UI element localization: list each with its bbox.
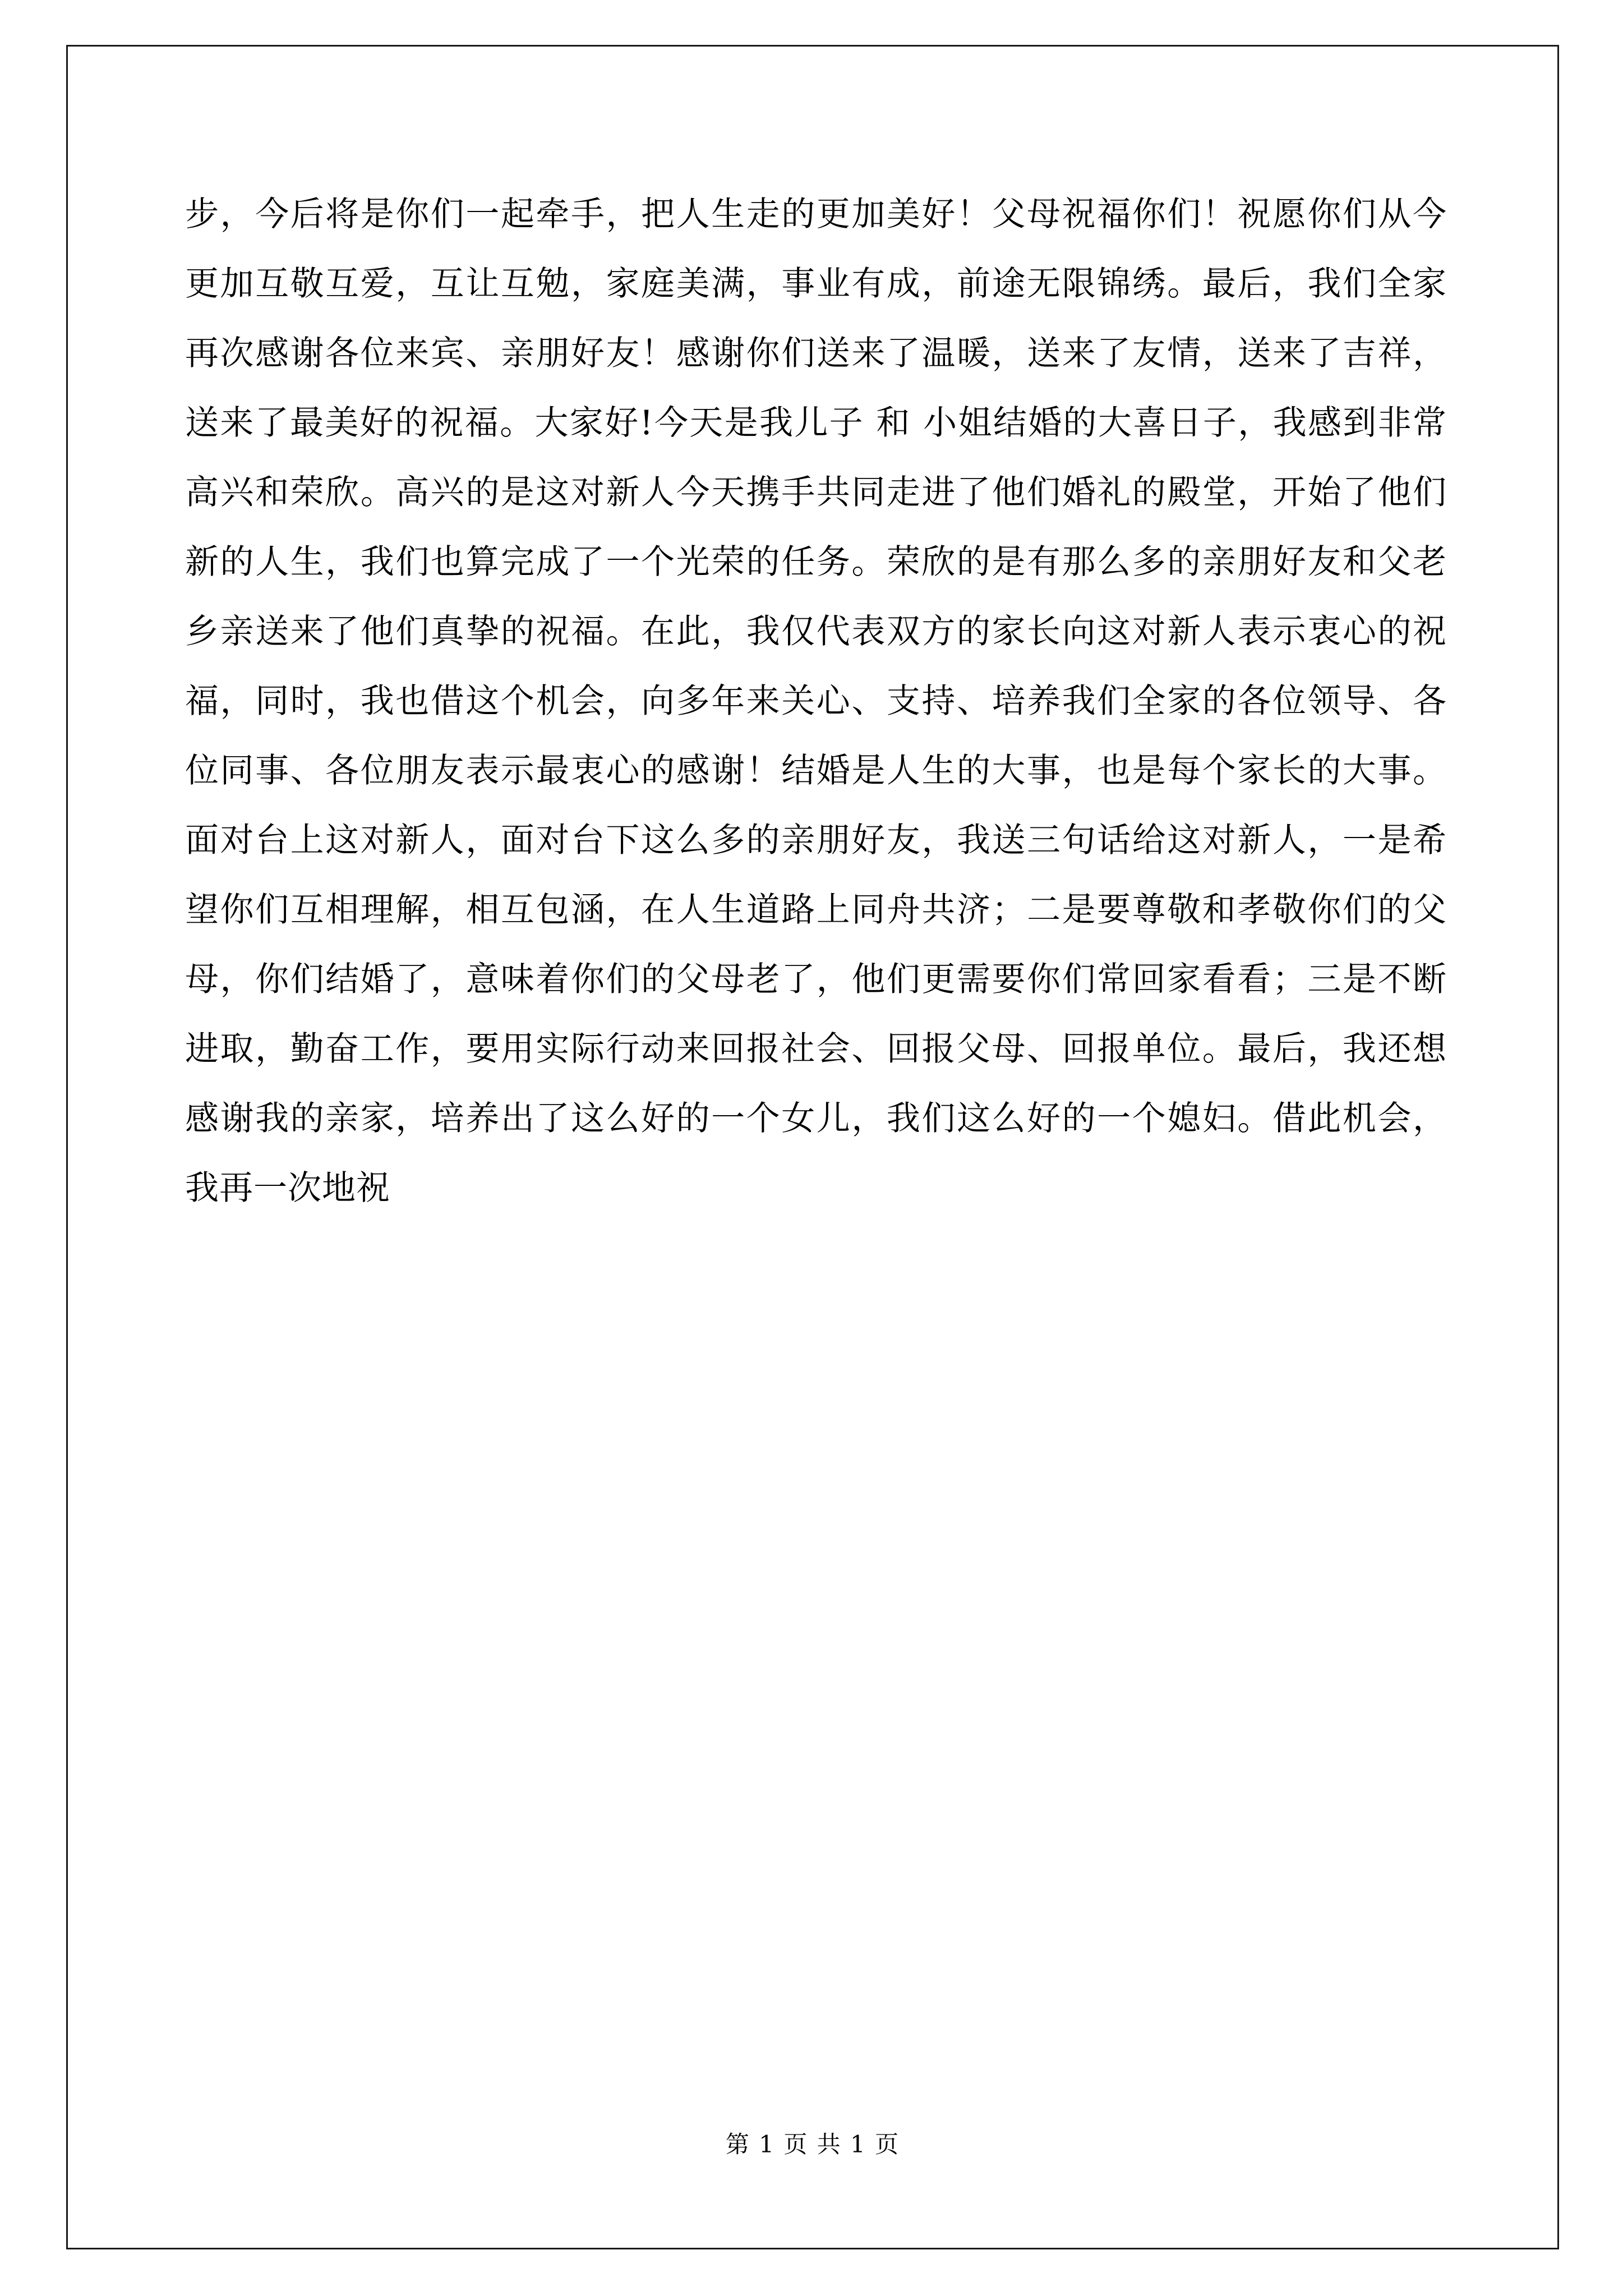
body-paragraph: 步，今后将是你们一起牵手，把人生走的更加美好！父母祝福你们！祝愿你们从今更加互敬互爱，互让互勉，家庭美满，事业有成，前途无限锦绣。最后，我们全家再次感谢各位来宾、亲朋好友！感谢你们送来了温暖，送来了友情，送来了吉祥，送来了最美好的祝福。大家好!今天是我儿子 和 小姐结婚的大喜日子，我感到非常高兴和荣欣。高兴的是这对新人今天携手共同走进了他们婚礼的殿堂，开始了他们新的人生，我们也算完成了一个光荣的任务。荣欣的是有那么多的亲朋好友和父老乡亲送来了他们真挚的祝福。在此，我仅代表双方的家长向这对新人表示衷心的祝福，同时，我也借这个机会，向多年来关心、支持、培养我们全家的各位领导、各位同事、各位朋友表示最衷心的感谢！结婚是人生的大事，也是每个家长的大事。面对台上这对新人，面对台下这么多的亲朋好友，我送三句话给这对新人，一是希望你们互相理解，相互包涵，在人生道路上同舟共济；二是要尊敬和孝敬你们的父母，你们结婚了，意味着你们的父母老了，他们更需要你们常回家看看；三是不断进取，勤奋工作，要用实际行动来回报社会、回报父母、回报单位。最后，我还想感谢我的亲家，培养出了这么好的一个女儿，我们这么好的一个媳妇。借此机会，我再一次地祝: [185, 195, 1447, 1208]
document-body: [185, 180, 1447, 1223]
page-footer: 第 1 页 共 1 页: [725, 2131, 900, 2158]
